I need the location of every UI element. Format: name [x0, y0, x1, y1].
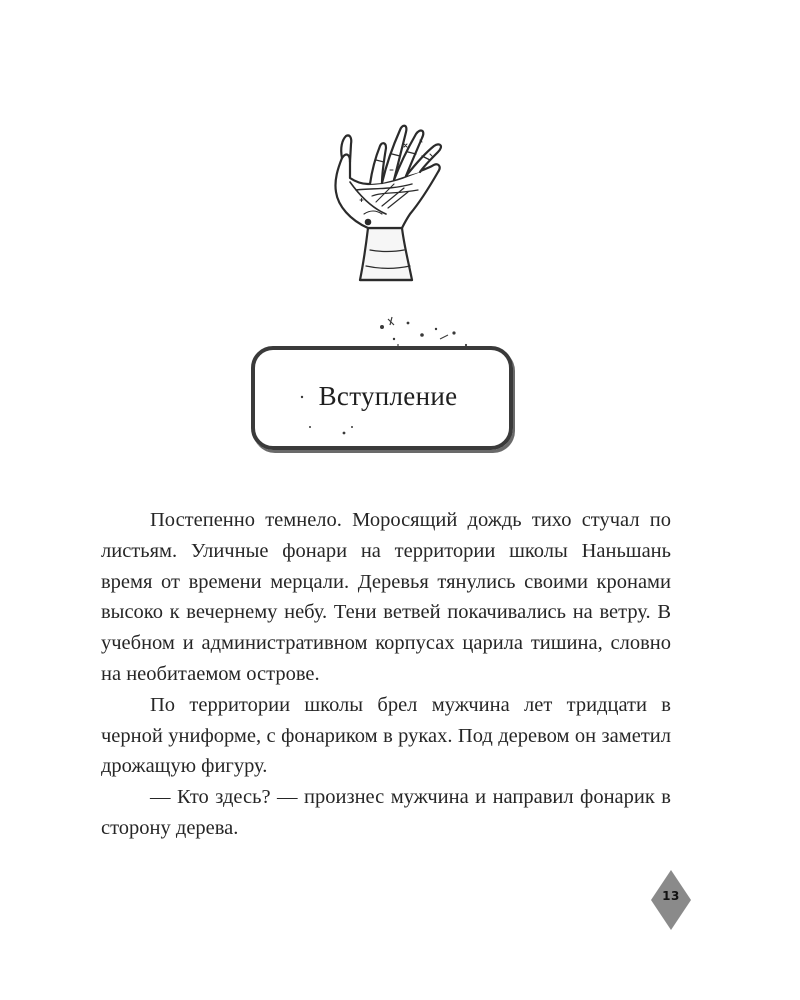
page-number: 13: [662, 889, 680, 903]
chapter-title: Вступление: [318, 380, 458, 411]
chapter-title-frame: [251, 346, 513, 450]
paragraph: Постепенно темнело. Моросящий дождь тихо стучал по листьям. Уличные фонари на территории школы Наньшань время от времени мерцали. Деревья тянулись своими кронами высоко к вечернему небу. Тени ветвей покачивались на ветру. В учебном и административном корпусах царила тишина, словно на необитаемом острове.: [101, 509, 671, 685]
palmistry-hand-icon: [320, 110, 470, 285]
paragraph: — Кто здесь? — произнес мужчина и направил фонарик в сторону дерева.: [101, 786, 671, 839]
paragraph: По территории школы брел мужчина лет тридцати в черной униформе, с фонариком в руках. Под деревом он заметил дрожащую фигуру.: [101, 693, 671, 778]
chapter-body-text: [101, 505, 671, 844]
